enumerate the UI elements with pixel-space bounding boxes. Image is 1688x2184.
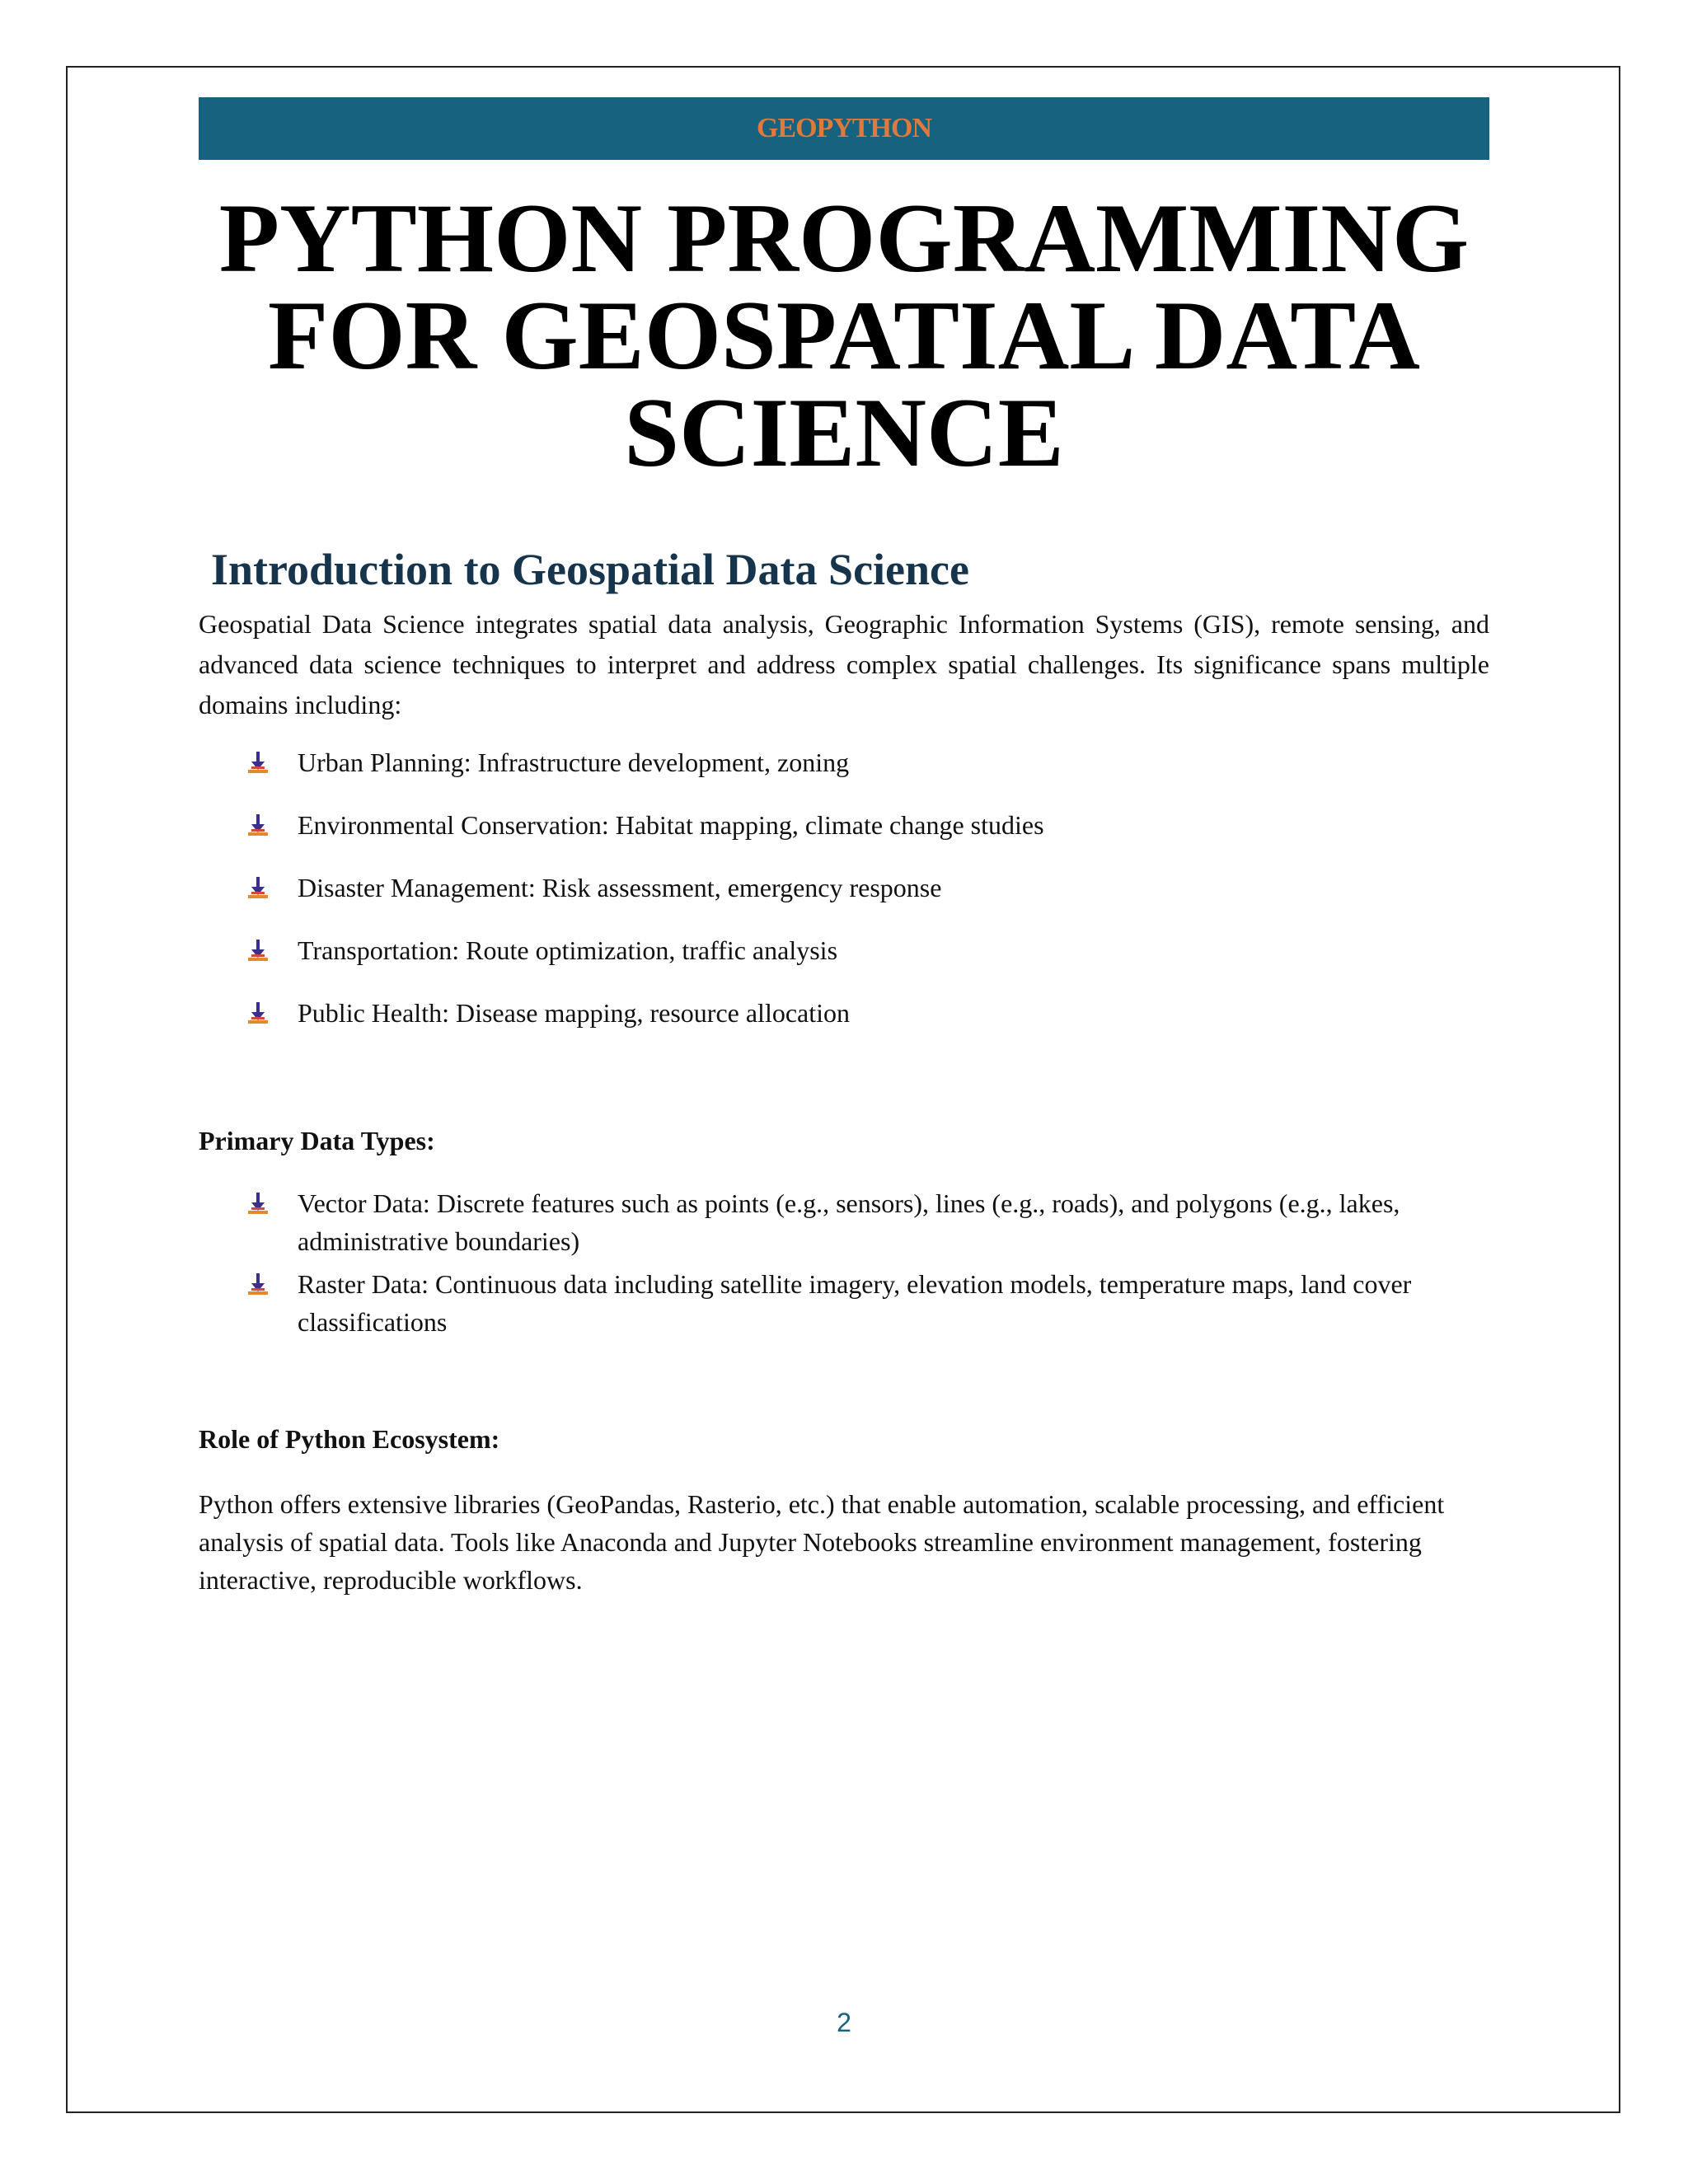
ecosystem-heading: Role of Python Ecosystem: [199, 1424, 500, 1454]
domains-list [199, 743, 1489, 1057]
arrow-down-bullet-icon [248, 877, 268, 898]
data-type-text: Vector Data: Discrete features such as points (e.g., sensors), lines (e.g., roads), and polygons (e.g., lakes, administrative boundaries) [298, 1188, 1400, 1256]
header-band [199, 97, 1489, 160]
arrow-down-bullet-icon [248, 1273, 268, 1295]
domain-text: Urban Planning: Infrastructure development, zoning [298, 748, 850, 777]
arrow-down-bullet-icon [248, 752, 268, 773]
document-title: PYTHON PROGRAMMING FOR GEOSPATIAL DATA SCIENCE [218, 183, 1470, 487]
arrow-down-bullet-icon [248, 940, 268, 961]
data-types-list [199, 1184, 1489, 1346]
data-type-text: Raster Data: Continuous data including satellite imagery, elevation models, temperature maps, land cover classifications [298, 1269, 1412, 1337]
domain-text: Public Health: Disease mapping, resource allocation [298, 998, 851, 1028]
list-item [199, 869, 1489, 931]
arrow-down-bullet-icon [248, 814, 268, 836]
list-item [199, 994, 1489, 1057]
data-types-heading: Primary Data Types: [199, 1126, 435, 1155]
ecosystem-paragraph: Python offers extensive libraries (GeoPandas, Rasterio, etc.) that enable automation, scalable processing, and efficient analysis of spatial data. Tools like Anaconda and Jupyter Notebooks streamline environment management, fostering interactive, reproducible workflows. [199, 1489, 1445, 1595]
page-number: 2 [837, 2008, 851, 2037]
arrow-down-bullet-icon [248, 1193, 268, 1214]
list-item [199, 1184, 1489, 1260]
domain-text: Environmental Conservation: Habitat mapping, climate change studies [298, 810, 1044, 840]
list-item [199, 1265, 1489, 1341]
header-label: GEOPYTHON [756, 113, 932, 143]
domain-text: Transportation: Route optimization, traffic analysis [298, 935, 838, 965]
intro-heading: Introduction to Geospatial Data Science [211, 545, 969, 594]
list-item [199, 931, 1489, 994]
domain-text: Disaster Management: Risk assessment, emergency response [298, 873, 942, 902]
arrow-down-bullet-icon [248, 1002, 268, 1024]
intro-paragraph: Geospatial Data Science integrates spatial data analysis, Geographic Information Systems (GIS), remote sensing, and advanced data science techniques to interpret and address complex spatial challenges. Its significance spans multiple domains including: [199, 609, 1489, 719]
list-item [199, 743, 1489, 806]
list-item [199, 806, 1489, 869]
